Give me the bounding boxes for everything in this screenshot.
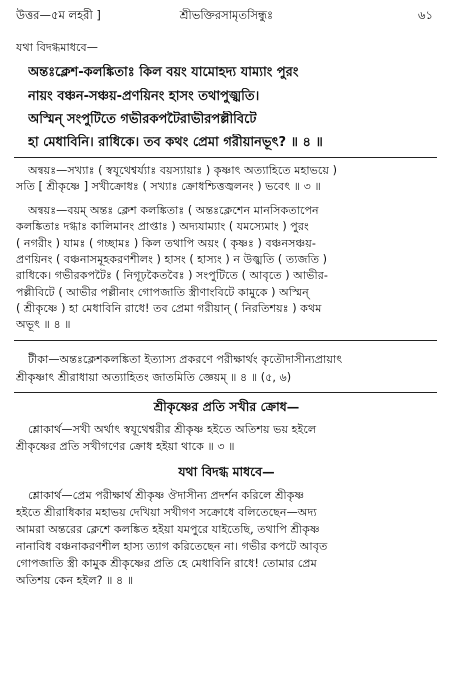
translation-heading: শ্রীকৃষ্ণের প্রতি সখীর ক্রোধ— — [153, 399, 300, 414]
running-header — [16, 8, 437, 26]
shlokartha-line: হইতে শ্রীরাধিকার মহাভয় দেখিয়া সখীগণ সক্রোধে বলিতেছেন—অদ্য — [16, 506, 317, 519]
verse-line: হা মেধাবিনি। রাধিকে। তব কথং প্রেমা গরীয়ানভূৎ? ॥ ৪ ॥ — [28, 135, 323, 150]
anvaya-line: অন্বয়ঃ—সখ্যাঃ ( স্বযূথেশ্বর্য্যাঃ বয়স্যায়াঃ ) কৃষ্ণাৎ অত্যাহিতে মহাভয়ে ) — [28, 164, 337, 177]
section-divider — [14, 340, 437, 341]
anvaya-line: সতি [ শ্রীকৃষ্ণে ] সখীক্রোধঃ ( সখ্যাঃ ক্রোধশ্চিত্তজ্বলনং ) ভবেৎ ॥ ৩ ॥ — [16, 180, 321, 193]
shlokartha-line: অতিশয় কেন হইল? ॥ ৪ ॥ — [16, 574, 134, 587]
anvaya-line: অভূৎ ॥ ৪ ॥ — [16, 318, 71, 331]
shlokartha-line: শ্লোকার্থ—সখী অর্থাৎ স্বযূথেশ্বরীর শ্রীকৃষ্ণ হইতে অতিশয় ভয় হইলে — [28, 423, 317, 436]
shlokartha-line: গোপজাতি স্ত্রী কামুক শ্রীকৃষ্ণের প্রতি হে মেধাবিনি রাধে! তোমার প্রেম — [16, 557, 317, 570]
shlokartha-line: আমরা অন্তরের ক্লেশে কলঙ্কিত হইয়া যমপুরে যাইতেছি, তথাপি শ্রীকৃষ্ণ — [16, 523, 320, 536]
page-number: ৬১ — [418, 8, 433, 22]
verse-intro: যথা বিদগ্ধমাধবে— — [16, 41, 98, 54]
header-section-label: উত্তর—৫ম লহরী ] — [16, 8, 101, 22]
tika-line: টীকা—অন্তঃক্লেশকলঙ্কিতা ইত্যাস্য প্রকরণে পরীক্ষার্থং কৃতৌদাসীন্যপ্রায়াৎ — [28, 353, 343, 366]
tika-line: শ্রীকৃষ্ণাৎ শ্রীরাধায়া অত্যাহিতং জাতমিতি জ্ঞেয়ম্‌ ॥ ৪ ॥ (৫, ৬) — [16, 371, 292, 384]
anvaya-line: পল্লীবিটে ( আভীর পল্লীনাং গোপজাতি স্ত্রীণাংবিটে কামুকে ) অস্মিন্‌ — [16, 286, 309, 299]
anvaya-line: অন্বয়ঃ—বয়ম্‌ অন্তঃ ক্লেশ কলঙ্কিতাঃ ( অন্তঃক্লেশেন মানসিকতাপেন — [28, 204, 319, 217]
verse-line: অস্মিন্‌ সংপুটিতে গভীরকপটৈরাভীরপল্লীবিটে — [28, 112, 257, 127]
anvaya-line: ( শ্রীকৃষ্ণে ) হা মেধাবিনি রাধে! তব প্রেমা গরীয়ান্‌ ( নিরতিশয়ঃ ) কথম — [16, 302, 322, 315]
section-divider — [14, 392, 437, 393]
anvaya-line: রাধিকে। গভীরকপটৈঃ ( নিগূঢ়কৈতবৈঃ ) সংপুটিতে ( আবৃতে ) আভীর- — [16, 269, 328, 282]
anvaya-line: কলঙ্কিতাঃ দগ্ধাঃ কালিমানং প্রাপ্তাঃ ) অদ্যযাম্যাং ( যমস্যেমাং ) পুরং — [16, 220, 309, 233]
verse-line: নায়ং বঞ্চন-সঞ্চয়-প্রণয়িনং হাসং তথাপুজ্ঝতি। — [28, 89, 260, 104]
anvaya-line: ( নগরীং ) যামঃ ( গচ্ছামঃ ) কিল তথাপি অয়ং ( কৃষ্ণঃ ) বঞ্চনসঞ্চয়- — [16, 237, 316, 250]
verse-line: অন্তঃক্লেশ-কলঙ্কিতাঃ কিল বয়ং যামোহদ্য যাম্যাং পুরং — [28, 65, 299, 80]
shlokartha-line: নানাবিধ বঞ্চনাকরণশীল হাস্য ত্যাগ করিতেছেন না। গভীর কপটে আবৃত — [16, 540, 328, 553]
shlokartha-line: শ্লোকার্থ—প্রেম পরীক্ষার্থ শ্রীকৃষ্ণ ঔদাসীন্য প্রদর্শন করিলে শ্রীকৃষ্ণ — [28, 489, 305, 502]
example-heading: যথা বিদগ্ধ মাধবে— — [178, 464, 275, 479]
section-divider — [14, 157, 437, 158]
shlokartha-line: শ্রীকৃষ্ণের প্রতি সখীগণের ক্রোধ হইয়া থাকে ॥ ৩ ॥ — [16, 440, 235, 453]
header-book-title: শ্রীভক্তিরসামৃতসিন্ধুঃ — [179, 8, 274, 22]
anvaya-line: প্রণয়িনং ( বঞ্চনাসমূহকরণশীলং ) হাসং ( হাস্যং ) ন উজ্ঝতি ( ত্যজতি ) — [16, 253, 328, 266]
